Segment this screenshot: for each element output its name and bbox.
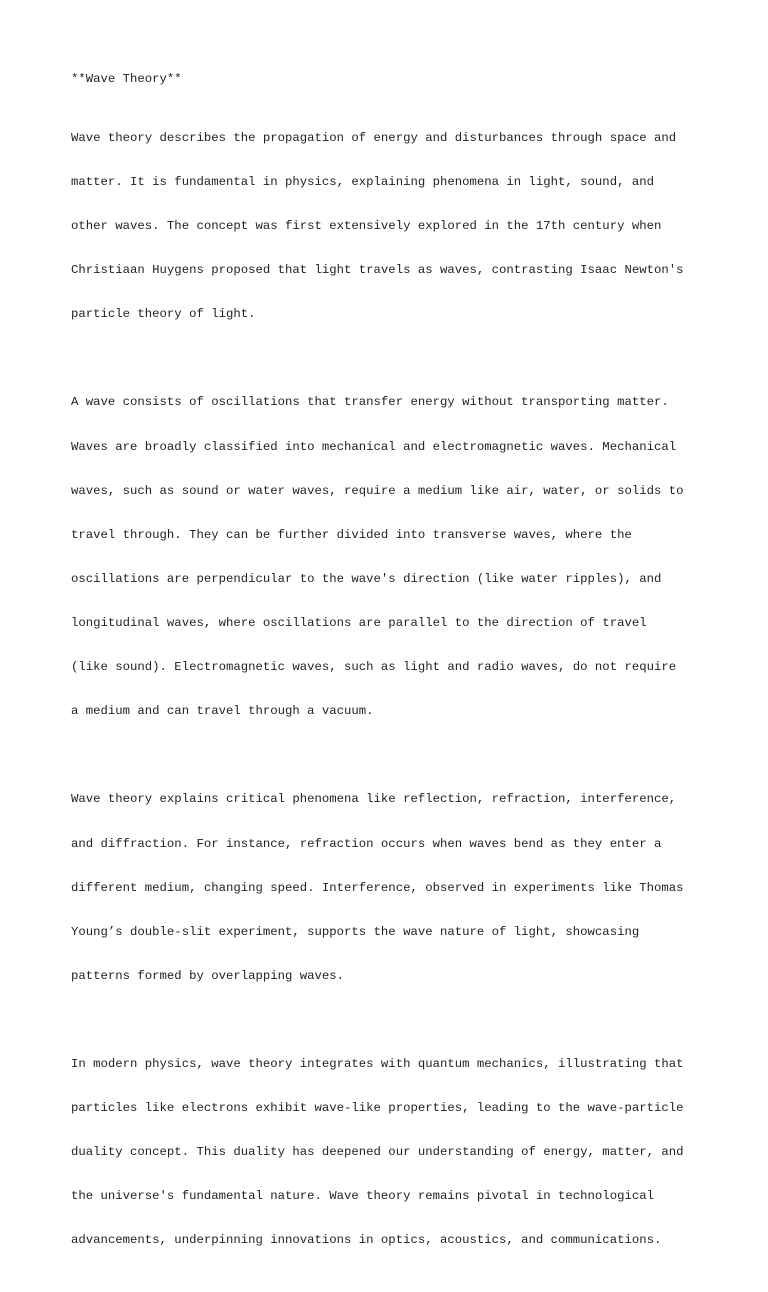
paragraph-line: oscillations are perpendicular to the wave's direction (like water ripples), and (71, 571, 662, 586)
document-page (71, 72, 711, 1292)
paragraph-line: Waves are broadly classified into mechanical and electromagnetic waves. Mechanical (71, 439, 677, 454)
paragraph-3 (71, 763, 711, 1013)
paragraph-line: travel through. They can be further divided into transverse waves, where the (71, 527, 632, 542)
paragraph-line: a medium and can travel through a vacuum. (71, 704, 374, 719)
paragraph-line: Wave theory describes the propagation of energy and disturbances through space and (71, 130, 677, 145)
paragraph-line: different medium, changing speed. Interference, observed in experiments like Thomas (71, 880, 684, 895)
document-title: **Wave Theory** (71, 72, 182, 86)
paragraph-line: duality concept. This duality has deepened our understanding of energy, matter, and (71, 1145, 684, 1160)
paragraph-line: advancements, underpinning innovations in optics, acoustics, and communications. (71, 1233, 662, 1248)
paragraph-line: (like sound). Electromagnetic waves, such as light and radio waves, do not require (71, 660, 677, 675)
paragraph-line: and diffraction. For instance, refraction occurs when waves bend as they enter a (71, 836, 662, 851)
paragraph-line: particles like electrons exhibit wave-like properties, leading to the wave-particle (71, 1101, 684, 1116)
paragraph-line: matter. It is fundamental in physics, explaining phenomena in light, sound, and (71, 174, 654, 189)
paragraph-line: waves, such as sound or water waves, require a medium like air, water, or solids to (71, 483, 684, 498)
paragraph-line: Wave theory explains critical phenomena like reflection, refraction, interference, (71, 792, 677, 807)
paragraph-line: longitudinal waves, where oscillations are parallel to the direction of travel (71, 615, 647, 630)
paragraph-line: the universe's fundamental nature. Wave theory remains pivotal in technological (71, 1189, 654, 1204)
paragraph-line: other waves. The concept was first extensively explored in the 17th century when (71, 219, 662, 234)
paragraph-2 (71, 366, 711, 748)
paragraph-1 (71, 101, 711, 351)
paragraph-4 (71, 1028, 711, 1278)
paragraph-line: A wave consists of oscillations that transfer energy without transporting matter. (71, 395, 669, 410)
paragraph-line: Young’s double-slit experiment, supports the wave nature of light, showcasing (71, 924, 640, 939)
paragraph-line: patterns formed by overlapping waves. (71, 968, 345, 983)
paragraph-line: particle theory of light. (71, 307, 256, 322)
paragraph-line: In modern physics, wave theory integrates with quantum mechanics, illustrating that (71, 1057, 684, 1072)
paragraph-line: Christiaan Huygens proposed that light travels as waves, contrasting Isaac Newton's (71, 263, 684, 278)
